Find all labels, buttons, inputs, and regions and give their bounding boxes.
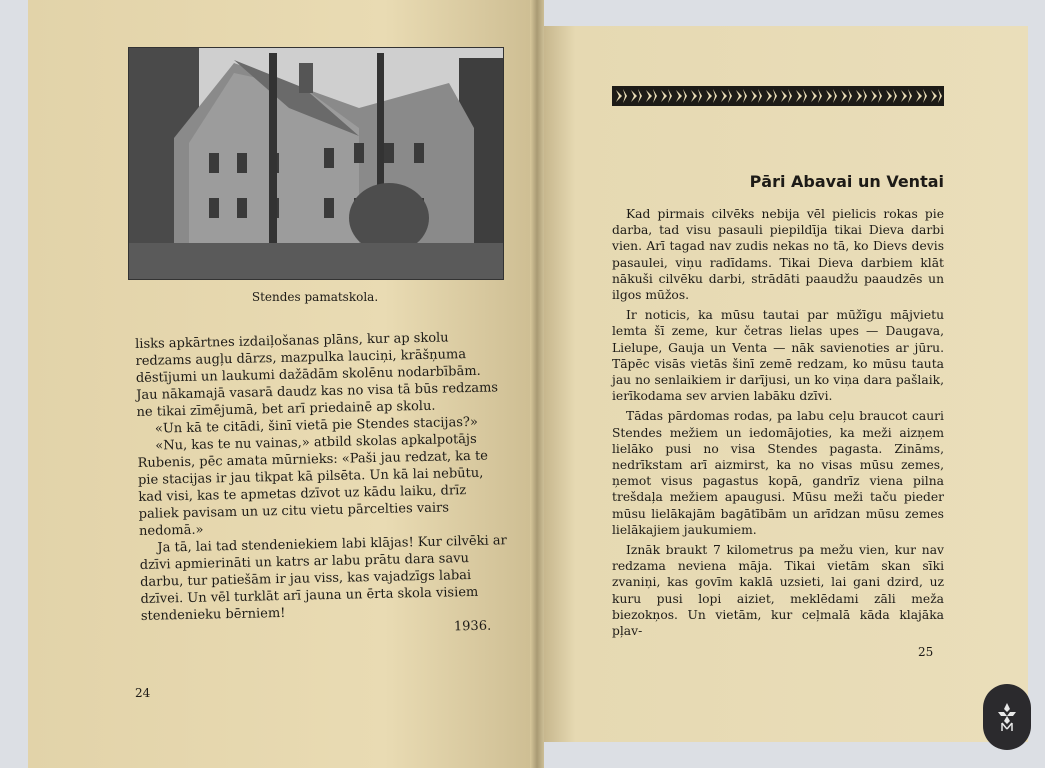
- page-number-left: 24: [135, 686, 151, 700]
- year-note: 1936.: [453, 618, 492, 635]
- left-paragraph: «Un kā te citādi, šinī vietā pie Stendes stacijas?»: [154, 414, 479, 437]
- photo-caption: Stendes pamatskola.: [251, 290, 379, 304]
- book-gutter: [530, 0, 544, 768]
- right-paragraph: Ir noticis, ka mūsu tautai par mūžīgu mājvietu lemta šī zeme, kur četras lielas upes — Daugava, Lielupe, Gauja un Venta — nāk savienoties ar jūru. Tāpēc visās vietās šinī zemē redzam, ko mūsu tauta jau no senlaikiem ir darījusi, un ko viņa dara pašlaik, ierīkodama sev arvien labāku dzīvi.: [612, 308, 944, 404]
- left-page-text: [135, 328, 511, 642]
- photo-drawing: [129, 48, 503, 279]
- right-paragraph: Kad pirmais cilvēks nebija vēl pielicis rokas pie darba, tad visu pasauli piepildīja tikai Dieva darbi vien. Arī tagad nav zudis nekas no tā, ko Dievs devis pasaulei, viņu radīdams. Tikai Dieva darbiem klāt nākuši cilvēku darbi, strādāti paaudžu paaudzēs un ilgos mūžos.: [612, 207, 944, 303]
- school-building-photo: [128, 47, 504, 280]
- site-logo-icon[interactable]: [983, 684, 1031, 750]
- left-paragraph: Ja tā, lai tad stendeniekiem labi klājas! Kur cilvēki ar dzīvi apmierināti un katrs ar labu prātu dara savu darbu, tur patiešām ir jau viss, kas vajadzīgs labai dzīvei. Un vēl turklāt arī jauna un ērta skola visiem stendenieku bērniem!: [139, 533, 507, 624]
- left-paragraph: «Nu, kas te nu vainas,» atbild skolas apkalpotājs Rubenis, pēc amata mūrnieks: «Paši jau redzat, ka te pie stacijas ir jau tikpat kā pilsēta. Un kā lai nebūtu, kad visi, kas te apmetas dzīvot uz kādu laiku, drīz paliek pavisam un uz citu vietu pārcelties vairs nedomā.»: [137, 431, 489, 539]
- right-paragraph: Iznāk braukt 7 kilometrus pa mežu vien, kur nav redzama neviena māja. Tikai vietām skan sīki zvaniņi, kas govīm kaklā uzsieti, lai gani dzird, uz kuru pusi lopi aiziet, meklēdami zāli meža biezokņos. Un vietām, kur ceļmalā kāda klajāka pļav-: [612, 543, 944, 639]
- right-paragraph: Tādas pārdomas rodas, pa labu ceļu braucot cauri Stendes mežiem un iedomājoties, ka meži aizņem lielāko pusi no visa Stendes pagasta. Zināms, nedrīkstam arī aizmirst, ka no visas mūsu zemes, ņemot visus pagastus kopā, gandrīz viena pilna trešdaļa mežiem apaugusi. Mūsu meži taču pieder mūsu lielākajām bagātībām un arīdzan mūsu zemes lielākajiem jaukumiem.: [612, 409, 944, 537]
- right-page-text: [612, 206, 944, 643]
- left-paragraph: lisks apkārtnes izdaiļošanas plāns, kur ap skolu redzams augļu dārzs, mazpulka lauciņi, krāšņuma dēstījumi un laukumi dažādām skolēnu nodarbībām. Jau nākamajā vasarā daudz kas no visa tā būs redzams ne tikai zīmējumā, bet arī priedainē ap skolu.: [135, 330, 499, 420]
- page-number-right: 25: [918, 645, 934, 659]
- chapter-title: Pāri Abavai un Ventai: [749, 172, 944, 191]
- folk-ornament-border: [612, 86, 944, 106]
- logo-glyph-icon: [995, 701, 1019, 733]
